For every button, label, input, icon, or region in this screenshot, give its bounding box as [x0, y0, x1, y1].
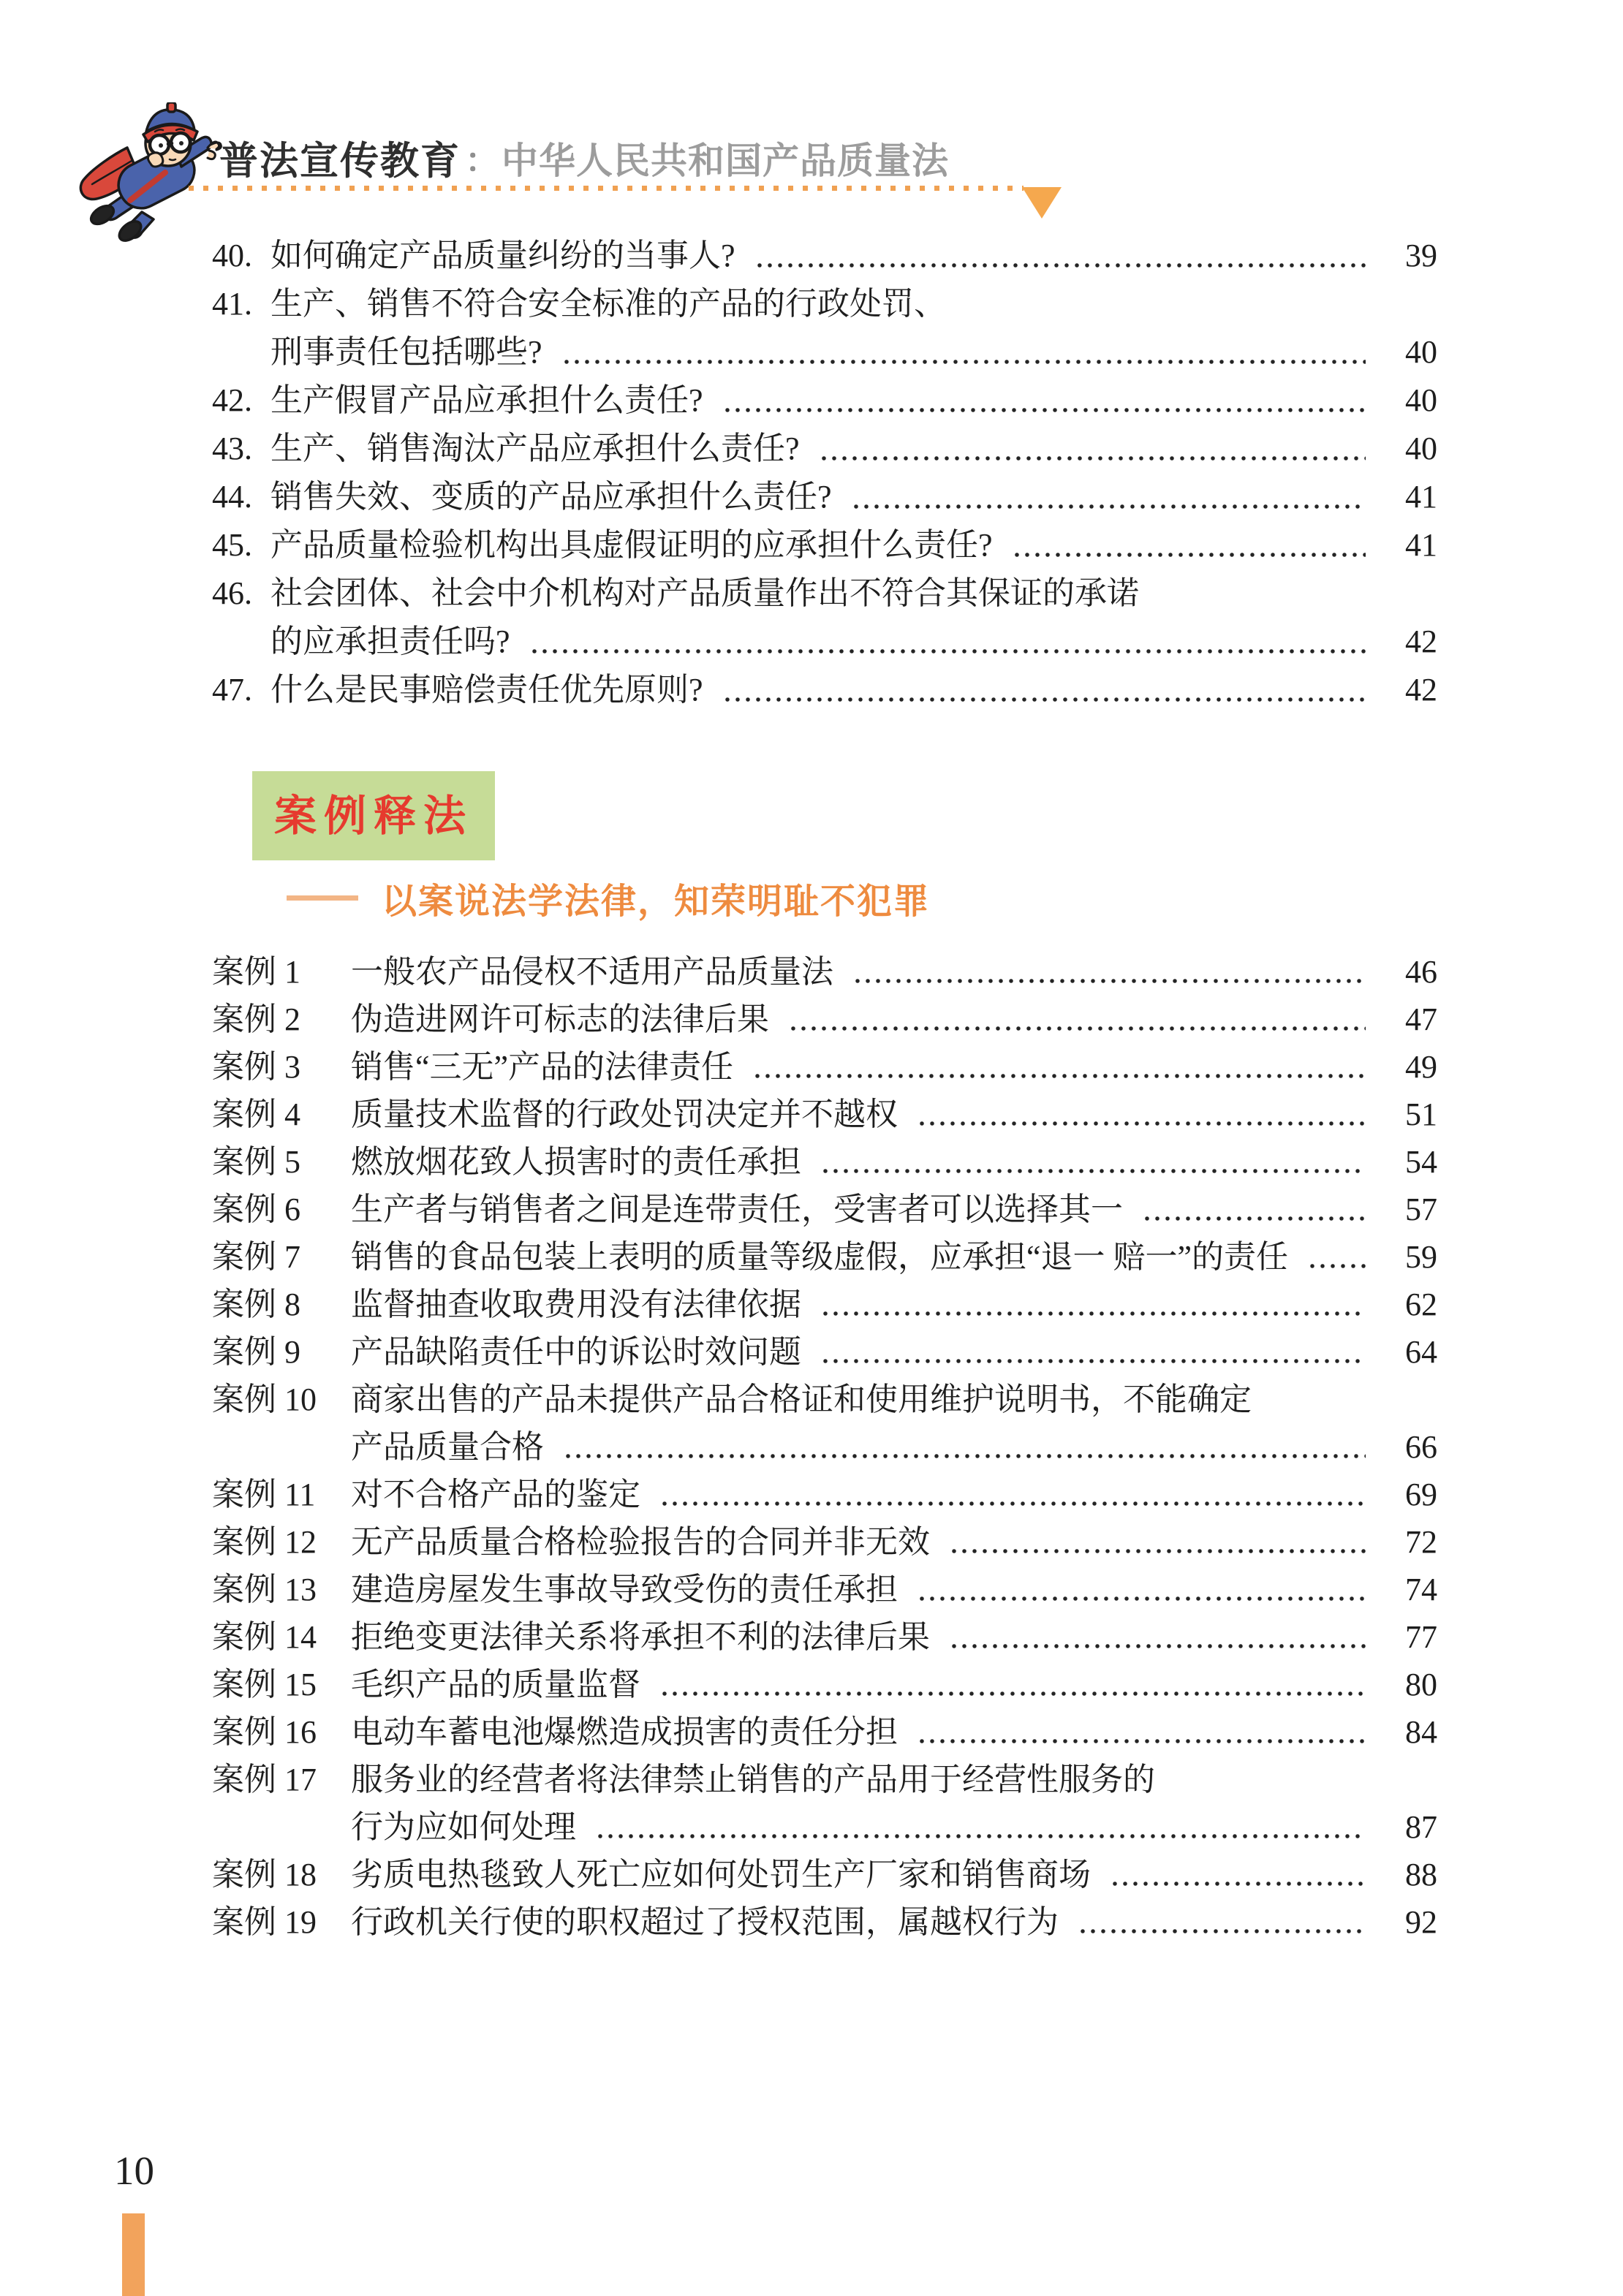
entry-label: 案例 7 [212, 1239, 300, 1275]
entry-title: 服务业的经营者将法律禁止销售的产品用于经营性服务的 [351, 1762, 1155, 1797]
entry-title: 对不合格产品的鉴定 [351, 1477, 640, 1512]
entry-page-number: 72 [1405, 1524, 1437, 1560]
entry-title: 如何确定产品质量纠纷的当事人? [270, 238, 735, 273]
dot-leader [820, 1138, 1366, 1186]
entry-title: 生产、销售淘汰产品应承担什么责任? [270, 431, 800, 466]
entry-page-number: 40 [1405, 382, 1437, 418]
entry-title: 什么是民事赔偿责任优先原则? [270, 672, 703, 708]
entry-title: 刑事责任包括哪些? [270, 334, 542, 370]
entry-page-number: 87 [1405, 1809, 1437, 1845]
header-book-title: 中华人民共和国产品质量法 [502, 140, 949, 181]
case-entry [212, 1756, 1437, 1851]
dot-leader [722, 376, 1366, 425]
question-entry [212, 232, 1437, 280]
entry-title: 无产品质量合格检验报告的合同并非无效 [351, 1524, 930, 1560]
entry-label: 44. [212, 479, 252, 515]
entry-page-number: 41 [1405, 527, 1437, 563]
entry-page-number: 66 [1405, 1429, 1437, 1465]
entry-title: 销售的食品包装上表明的质量等级虚假，应承担“退一 赔一”的责任 [351, 1239, 1289, 1275]
entry-page-number: 92 [1405, 1904, 1437, 1940]
entry-page-number: 49 [1405, 1049, 1437, 1085]
entry-page-number: 54 [1405, 1144, 1437, 1180]
entry-page-number: 42 [1405, 624, 1437, 659]
entry-title: 产品质量合格 [351, 1429, 544, 1465]
entry-label: 案例 10 [212, 1382, 317, 1417]
entry-label: 案例 14 [212, 1619, 317, 1655]
cases-toc [212, 948, 1437, 1946]
dot-leader [1012, 521, 1366, 569]
entry-label: 案例 17 [212, 1762, 317, 1797]
entry-label: 案例 3 [212, 1049, 300, 1085]
entry-page-number: 69 [1405, 1477, 1437, 1512]
entry-page-number: 64 [1405, 1334, 1437, 1370]
case-entry [212, 1661, 1437, 1708]
case-entry [212, 1043, 1437, 1091]
section-subtitle [287, 873, 930, 923]
dot-leader [819, 425, 1366, 473]
entry-page-number: 88 [1405, 1857, 1437, 1893]
section-badge: 案例释法 [252, 771, 495, 860]
dot-leader [1307, 1233, 1366, 1281]
dot-leader [917, 1708, 1366, 1756]
entry-page-number: 51 [1405, 1096, 1437, 1132]
entry-page-number: 40 [1405, 431, 1437, 466]
dot-leader [851, 473, 1366, 521]
dot-leader [917, 1091, 1366, 1138]
entry-label: 案例 19 [212, 1904, 317, 1940]
entry-title: 生产、销售不符合安全标准的产品的行政处罚、 [270, 286, 946, 322]
entry-title: 电动车蓄电池爆燃造成损害的责任分担 [351, 1714, 898, 1750]
dot-leader [1110, 1851, 1366, 1898]
entry-title: 生产假冒产品应承担什么责任? [270, 382, 703, 418]
entry-title: 伪造进网许可标志的法律后果 [351, 1001, 769, 1037]
question-entry [212, 666, 1437, 714]
case-entry [212, 1518, 1437, 1566]
questions-toc [212, 232, 1437, 714]
orange-dotted-separator [189, 186, 1024, 191]
entry-page-number: 47 [1405, 1001, 1437, 1037]
case-entry [212, 1708, 1437, 1756]
entry-label: 案例 18 [212, 1857, 317, 1893]
entry-label: 47. [212, 672, 252, 708]
dot-leader [1078, 1898, 1366, 1946]
entry-title: 燃放烟花致人损害时的责任承担 [351, 1144, 801, 1180]
entry-label: 案例 12 [212, 1524, 317, 1560]
case-entry [212, 948, 1437, 996]
entry-label: 案例 13 [212, 1572, 317, 1607]
entry-title: 产品质量检验机构出具虚假证明的应承担什么责任? [270, 527, 993, 563]
entry-title: 销售“三无”产品的法律责任 [351, 1049, 734, 1085]
footer-accent-bar [122, 2213, 145, 2296]
case-entry [212, 996, 1437, 1043]
entry-title: 的应承担责任吗? [270, 624, 510, 659]
entry-label: 46. [212, 575, 252, 611]
header-series-title: 普法宣传教育 [219, 140, 461, 183]
entry-title: 建造房屋发生事故导致受伤的责任承担 [351, 1572, 898, 1607]
case-entry [212, 1138, 1437, 1186]
subtitle-text: 以案说法学法律，知荣明耻不犯罪 [382, 882, 931, 921]
entry-label: 案例 2 [212, 1001, 300, 1037]
case-entry [212, 1851, 1437, 1898]
entry-label: 案例 9 [212, 1334, 300, 1370]
dot-leader [852, 948, 1366, 996]
page-header [219, 130, 949, 186]
entry-label: 案例 8 [212, 1287, 300, 1322]
entry-label: 40. [212, 238, 252, 273]
dot-leader [1142, 1186, 1366, 1233]
entry-page-number: 46 [1405, 954, 1437, 990]
dot-leader [659, 1471, 1366, 1518]
entry-page-number: 40 [1405, 334, 1437, 370]
dot-leader [722, 666, 1366, 714]
case-entry [212, 1328, 1437, 1376]
case-entry [212, 1613, 1437, 1661]
dot-leader [659, 1661, 1366, 1708]
entry-title: 拒绝变更法律关系将承担不利的法律后果 [351, 1619, 930, 1655]
entry-title: 社会团体、社会中介机构对产品质量作出不符合其保证的承诺 [270, 575, 1139, 611]
case-entry [212, 1281, 1437, 1328]
entry-title: 销售失效、变质的产品应承担什么责任? [270, 479, 832, 515]
entry-page-number: 77 [1405, 1619, 1437, 1655]
entry-title: 商家出售的产品未提供产品合格证和使用维护说明书，不能确定 [351, 1382, 1252, 1417]
entry-page-number: 59 [1405, 1239, 1437, 1275]
entry-title: 生产者与销售者之间是连带责任，受害者可以选择其一 [351, 1191, 1123, 1227]
dot-leader [917, 1566, 1366, 1613]
dot-leader [949, 1613, 1366, 1661]
dot-leader [595, 1803, 1366, 1851]
dot-leader [949, 1518, 1366, 1566]
header-colon: ： [465, 141, 499, 179]
entry-page-number: 41 [1405, 479, 1437, 515]
entry-label: 41. [212, 286, 252, 322]
entry-page-number: 42 [1405, 672, 1437, 708]
entry-label: 45. [212, 527, 252, 563]
question-entry [212, 473, 1437, 521]
case-entry [212, 1091, 1437, 1138]
entry-label: 案例 15 [212, 1667, 317, 1702]
dot-leader [788, 996, 1366, 1043]
case-entry [212, 1376, 1437, 1471]
entry-title: 行政机关行使的职权超过了授权范围，属越权行为 [351, 1904, 1059, 1940]
entry-page-number: 57 [1405, 1191, 1437, 1227]
entry-page-number: 39 [1405, 238, 1437, 273]
entry-label: 案例 16 [212, 1714, 317, 1750]
case-entry [212, 1233, 1437, 1281]
entry-title: 行为应如何处理 [351, 1809, 576, 1845]
dot-leader [754, 232, 1366, 280]
subtitle-dash [287, 895, 358, 901]
dot-leader [563, 1423, 1366, 1471]
question-entry [212, 521, 1437, 569]
entry-label: 案例 4 [212, 1096, 300, 1132]
case-entry [212, 1471, 1437, 1518]
down-triangle-icon [1022, 187, 1062, 219]
dot-leader [529, 618, 1366, 666]
entry-title: 劣质电热毯致人死亡应如何处罚生产厂家和销售商场 [351, 1857, 1091, 1893]
entry-label: 案例 1 [212, 954, 300, 990]
entry-label: 案例 6 [212, 1191, 300, 1227]
entry-title: 质量技术监督的行政处罚决定并不越权 [351, 1096, 898, 1132]
entry-page-number: 74 [1405, 1572, 1437, 1607]
dot-leader [752, 1043, 1366, 1091]
dot-leader [561, 328, 1366, 376]
case-entry [212, 1898, 1437, 1946]
mascot-illustration [75, 102, 224, 249]
question-entry [212, 569, 1437, 666]
entry-title: 监督抽查收取费用没有法律依据 [351, 1287, 801, 1322]
question-entry [212, 376, 1437, 425]
dot-leader [820, 1281, 1366, 1328]
entry-label: 案例 5 [212, 1144, 300, 1180]
case-entry [212, 1566, 1437, 1613]
entry-label: 案例 11 [212, 1477, 316, 1512]
entry-label: 43. [212, 431, 252, 466]
page-number: 10 [114, 2148, 154, 2193]
dot-leader [820, 1328, 1366, 1376]
case-entry [212, 1186, 1437, 1233]
entry-title: 一般农产品侵权不适用产品质量法 [351, 954, 833, 990]
entry-page-number: 62 [1405, 1287, 1437, 1322]
question-entry [212, 425, 1437, 473]
entry-page-number: 80 [1405, 1667, 1437, 1702]
entry-title: 毛织产品的质量监督 [351, 1667, 640, 1702]
entry-title: 产品缺陷责任中的诉讼时效问题 [351, 1334, 801, 1370]
entry-label: 42. [212, 382, 252, 418]
question-entry [212, 280, 1437, 376]
entry-page-number: 84 [1405, 1714, 1437, 1750]
